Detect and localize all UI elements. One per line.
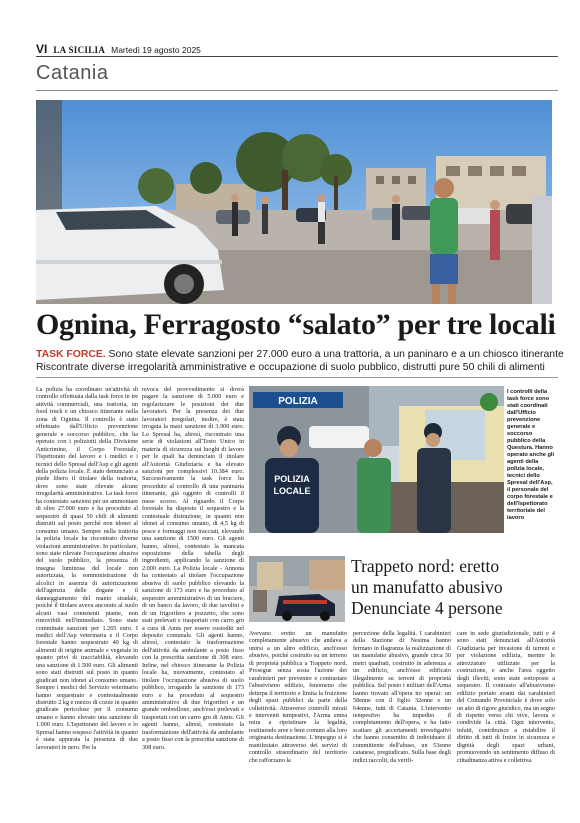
page-number: VI (36, 42, 48, 56)
kicker-line (36, 348, 566, 362)
kicker-label: TASK FORCE. (36, 349, 106, 360)
section-title: Catania (36, 62, 109, 84)
issue-date: Martedì 19 agosto 2025 (111, 45, 201, 55)
kicker-text: Sono state elevate sanzioni per 27.000 euro a una trattoria, a un paninaro e a un chiosco itinerante (108, 349, 564, 360)
subheadline: Riscontrate diverse irregolarità amministrative e occupazione di suolo pubblico, distrutti pure 50 chili di alimenti (36, 362, 545, 373)
masthead (36, 42, 201, 56)
section-rule (36, 90, 558, 91)
newspaper-name: LA SICILIA (53, 45, 106, 55)
main-article-col-2: revoca del provvedimento si dovrà pagare la sanzione di 5.000 euro e regolarizzare le posizioni dei due lavoratori. Per la presenza dei due lavoratori irregolari, inoltre, è stata irrogata la maxi sanzione di 3.900 euro. Lo Spresal ha, altresì, riscontrato una serie di violazioni all'Testo Unico in materia di sicurezza sui luoghi di lavoro per le quali ha denunciato il titolare all'Autorità Giudiziaria e ha elevato sanzioni per complessivi 10.384 euro. Successivamente la task force ha proceduto al controllo di una paninaria itinerante, già oggetto di controlli il mese scorso. Al riguardo il Corpo forestale ha disposto il sequestro e la contestuale distruzione, in quanto non idonei al consumo umano, di 4,5 kg di pesce e formaggi non tracciati, elevando una sanzione di 1500 euro. Gli agenti hanno, altresì, contestato la mancata esposizione della tabella degli ingredienti, applicando la sanzione di 2.000 euro. La Polizia locale - Annona ha contestato al titolare l'occupazione abusiva di suolo pubblico elevando la sanzione di 173 euro e ha proceduto al sequestro amministrativo di un braciere, di un banco da lavoro, di due tavolini e di un frigorifero a pozzetto, che sono stati prelevati e trasportati con carro gru a cura di Amts per essere custoditi nel deposito comunale. Gli agenti hanno, altresì, contestato la trasformazione dell'attività da ambulante a posto fisso con la prescritta sanzione di 308 euro. Infine, nel chiosco itinerante la Polizia locale ha, nuovamente, contestato al titolare l'occupazione abusiva di suolo pubblico, irrogando la sanzione di 173 euro e ha proceduto al sequestro amministrativo di due frigoriferi e un grande ombrellone, anch'essi prelevati e trasportati con un carro gru di Amts. Gli agenti hanno, altresì, contestato la trasformazione dell'attività da ambulante a posto fisso con la prescritta sanzione di 308 euro. (142, 386, 244, 751)
secondary-headline-3: Denunciate 4 persone (351, 598, 503, 618)
secondary-headline-2: un manufatto abusivo (351, 577, 503, 597)
main-article-col-1: La polizia ha coordinato un'attività di controllo effettuata dalla task force in tre attività commerciali, una trattoria, un food truck e un chiosco itinerante nella zona di Ognina. Il controllo è stato effettuato dall'Ufficio prevenzione generale e soccorso pubblico, che ha operato con i poliziotti della Divisione Anticrimine, il Corpo Forestale, l'Ispettorato del lavoro e i medici e i tecnici dello Spresal dell'Asp e gli agenti della polizia locale. È stato denunciato a piede libero il titolare della trattoria, dove sono state rilevate alcune irregolarità amministrative. La task force ha contestato sanzioni per un ammontare di oltre 27.000 euro e ha proceduto al sequestro di quasi 50 chili di alimenti distrutti sul posto perché non idonei al consumo umano. Sempre nella trattoria la polizia locale ha riscontrato diverse violazioni amministrative. In particolare, sono state rilevate l'occupazione abusiva del suolo pubblico, la presenza di insegna luminosa del locale non autorizzata, la somministrazione di alcolici in assenza di autorizzazione dell'agenzia delle dogane e il danneggiamento del manto stradale, poiché il titolare aveva ancorato al suolo alcuni vasi contenenti piante, non rimovibili nell'immediato. Sono state comminate sanzioni per 1.265 euro. I medici dell'Asp veterinaria e il Corpo forestale hanno sequestrato 40 kg di alimenti di origine animale e vegetale in quanto privi di tracciabilità, elevando una sanzione di 1.500 euro. Gli alimenti sono stati distrutti sul posto in quanto giudicati non idonei al consumo umano. Sempre i medici del Servizio veterinario hanno sequestrato e contestualmente distrutto 2 kg e mezzo di cozze in quanto giudicate pericolose per il consumo umano e hanno elevato una sanzione di 1.000 euro. L'Ispettorato del lavoro e lo Spresal hanno sospeso l'attività in quanto è stata appurata la presenza di due lavoratori in nero. Per la (36, 386, 138, 751)
photo-caption: I controlli della task force sono stati coordinati dall'Ufficio prevenzione generale e soccorso pubblico della Questura. Hanno operato anche gli agenti della polizia locale, tecnici dello Spresal dell'Asp, il personale del corpo forestale e dell'Ispettorato territoriale del lavoro (507, 389, 555, 521)
main-headline: Ognina, Ferragosto “salato” per tre locali (36, 308, 556, 341)
vest-text-line-2: LOCALE (273, 486, 311, 496)
carabinieri-photo (249, 556, 345, 622)
street-scene-photo (36, 100, 552, 304)
secondary-article-col-2: percezione della legalità. I carabinieri della Stazione di Nesima hanno fermato in flagranza la realizzazione di un manufatto abusivo, grande circa 30 metri quadrati, costruito in aderenza a un edificio, anch'esso edificato illegalmente su terreni di proprietà pubblica. Sul posto i militari dell'Arma hanno trovato all'opera tre operai: un 58enne con il figlio 32enne e un 64enne, tutti di Catania. L'intervento tempestivo ha impedito il completamento dell'opera, e ha fatto scattare gli accertamenti investigativi che hanno consentito di individuare il committente dell'abuso, un 53enne catanese, pregiudicato. Sulla base degli indizi raccolti, da verifi- (353, 630, 451, 764)
secondary-article-col-3: care in sede giurisdizionale, tutti e 4 sono stati denunciati all'Autorità Giudiziaria per invasione di terreni e per violazione edilizia, mentre le attrezzature utilizzate per la costruzione, e anche l'area oggetto degli illeciti, sono state sottoposte a sequestro. Il contrasto all'abusivismo edilizio portato avanti dai carabinieri del Comando Provinciale è dove solo un atto di rigore giuridico, ma un segno di rispetto verso chi vive, lavora e condivide la città. Ogni intervento, infatti, contribuisce a ristabilire il diritto di tutti di fruire in sicurezza e dignità degli spazi urbani, promuovendo un sentimento diffuso di cittadinanza attiva e collettiva. (457, 630, 555, 764)
secondary-article-col-1: Avevano eretto un manufatto completamente abusivo che andava a unirsi a un altro edificio, anch'esso abusivo, poiché costruito su un terreno di proprietà pubblica a Trappeto nord. Prosegue senza sosta l'azione dei carabinieri per prevenire e contrastare l'abusivismo edilizio, fenomeno che deturpa il territorio e limita la fruizione degli spazi pubblici da parte della collettività. Attraverso controlli mirati e interventi tempestivi, l'Arma emea mira a ripristinare la legalità, restituendo aree e beni comuni alla loro originaria destinazione. L'impegno si è manifestato attraverso dei servizi di controllo straordinario del territorio che rafforzano la (249, 630, 347, 764)
secondary-headline-1: Trappeto nord: eretto (351, 556, 500, 576)
vest-text-line-1: POLIZIA (274, 474, 310, 484)
police-sign: POLIZIA (278, 396, 318, 407)
police-check-photo (249, 386, 504, 533)
masthead-rule (36, 56, 558, 57)
subhead-rule (36, 377, 558, 378)
